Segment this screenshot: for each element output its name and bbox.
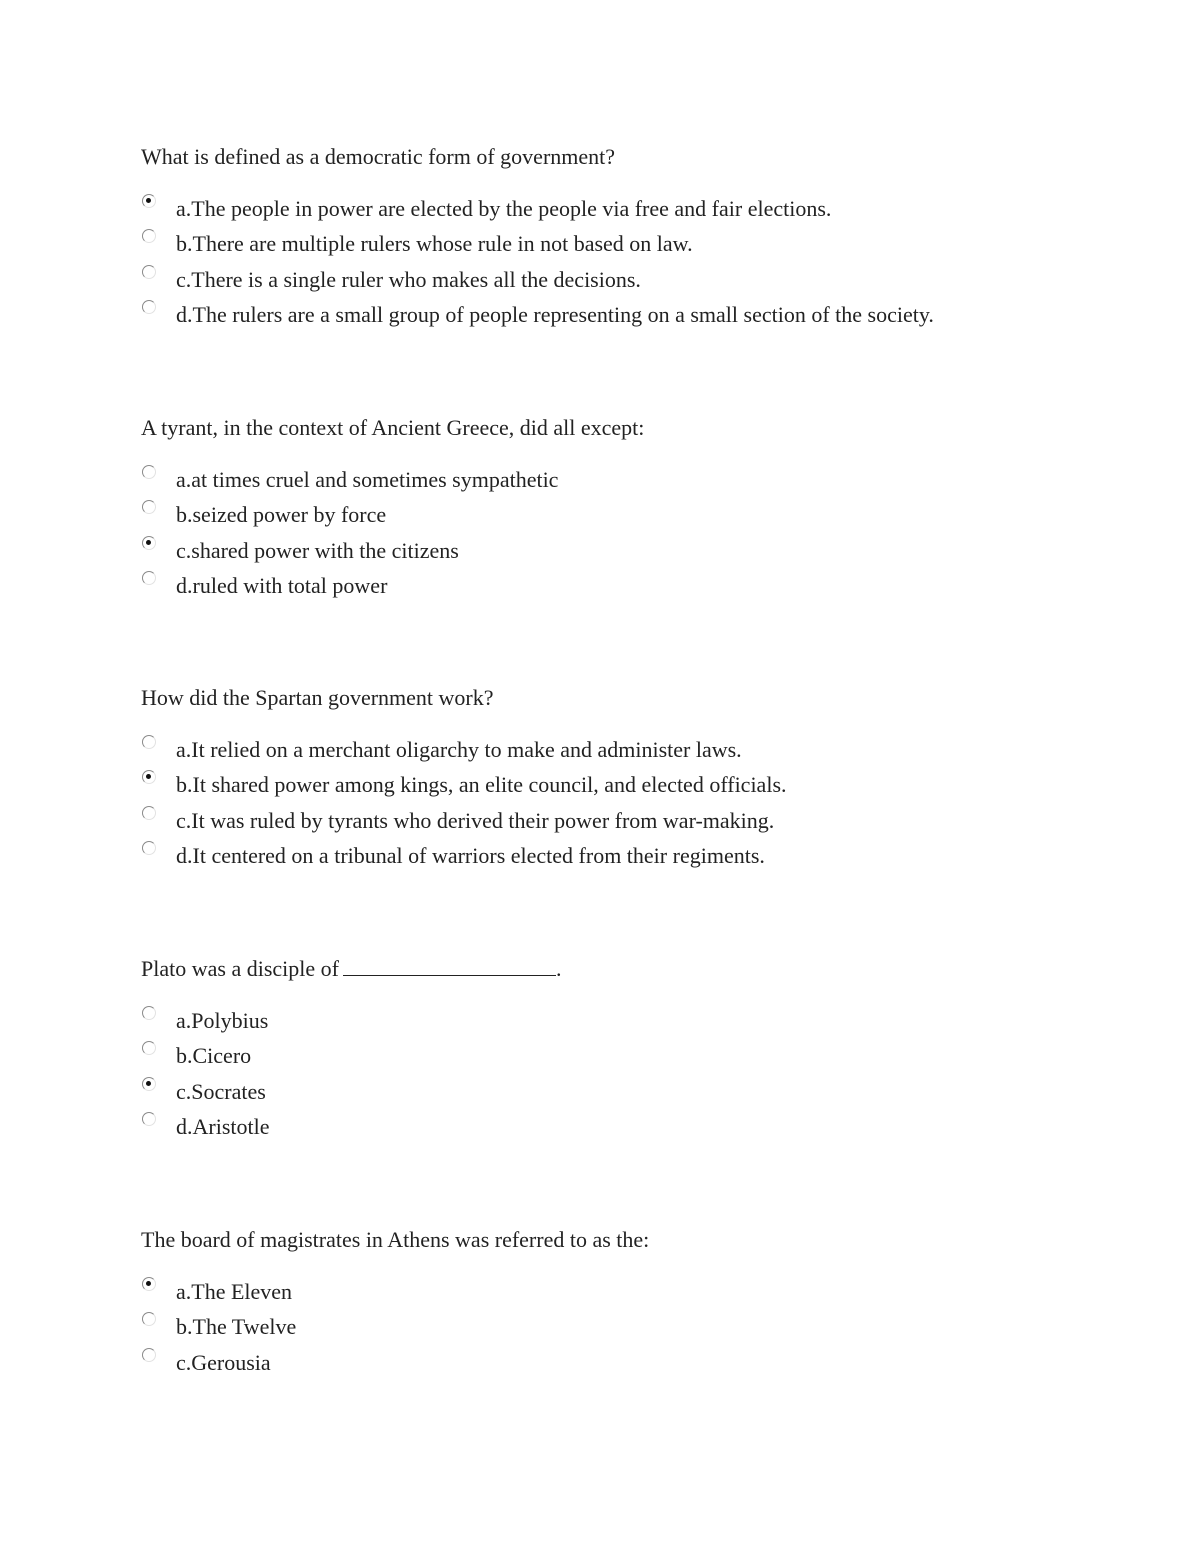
answer-option-a[interactable] bbox=[141, 1277, 1141, 1312]
radio-button[interactable] bbox=[142, 300, 156, 314]
question-stem: Plato was a disciple of bbox=[141, 956, 339, 981]
radio-button[interactable] bbox=[142, 1041, 156, 1055]
answer-option-c[interactable] bbox=[141, 265, 1141, 300]
answer-label: d.It centered on a tribunal of warriors elected from their regiments. bbox=[176, 842, 765, 868]
answer-label: d.The rulers are a small group of people representing on a small section of the society. bbox=[176, 301, 934, 327]
answer-option-b[interactable] bbox=[141, 229, 1141, 264]
answer-label: a.at times cruel and sometimes sympathetic bbox=[176, 467, 559, 492]
answer-option-c[interactable] bbox=[141, 806, 1141, 841]
answer-label: c.Socrates bbox=[176, 1078, 266, 1104]
radio-button[interactable] bbox=[142, 735, 156, 749]
answer-option-a[interactable] bbox=[141, 735, 1141, 770]
answer-label: a.The Eleven bbox=[176, 1279, 293, 1304]
question-text: The board of magistrates in Athens was referred to as the: bbox=[141, 1227, 650, 1252]
answer-option-b[interactable] bbox=[141, 1312, 1141, 1347]
question-end-punctuation: . bbox=[555, 956, 562, 981]
question-3 bbox=[141, 683, 1141, 876]
answer-label: c.There is a single ruler who makes all the decisions. bbox=[176, 266, 641, 292]
radio-button[interactable] bbox=[142, 500, 156, 514]
answer-label: a.Polybius bbox=[176, 1008, 269, 1033]
answer-label: b.seized power by force bbox=[176, 502, 387, 528]
radio-button[interactable] bbox=[142, 465, 156, 479]
radio-button[interactable] bbox=[142, 536, 156, 550]
answer-option-d[interactable] bbox=[141, 841, 1141, 876]
answer-option-c[interactable] bbox=[141, 1348, 1141, 1383]
answer-options bbox=[141, 1006, 1141, 1147]
radio-button[interactable] bbox=[142, 841, 156, 855]
radio-button[interactable] bbox=[142, 770, 156, 784]
answer-option-b[interactable] bbox=[141, 1041, 1141, 1076]
answer-option-b[interactable] bbox=[141, 500, 1141, 535]
answer-label: b.It shared power among kings, an elite council, and elected officials. bbox=[176, 772, 787, 798]
answer-label: c.It was ruled by tyrants who derived their power from war-making. bbox=[176, 807, 775, 833]
radio-button[interactable] bbox=[142, 806, 156, 820]
answer-option-a[interactable] bbox=[141, 194, 1141, 229]
answer-option-b[interactable] bbox=[141, 770, 1141, 805]
answer-label: a.It relied on a merchant oligarchy to make and administer laws. bbox=[176, 737, 742, 762]
answer-label: a.The people in power are elected by the people via free and fair elections. bbox=[176, 196, 832, 221]
fill-in-blank bbox=[343, 955, 556, 976]
answer-options bbox=[141, 465, 1141, 606]
radio-button[interactable] bbox=[142, 1277, 156, 1291]
question-5 bbox=[141, 1225, 1141, 1383]
answer-option-d[interactable] bbox=[141, 1112, 1141, 1147]
question-1 bbox=[141, 142, 1141, 335]
answer-option-a[interactable] bbox=[141, 465, 1141, 500]
answer-option-d[interactable] bbox=[141, 300, 1141, 335]
question-text: What is defined as a democratic form of government? bbox=[141, 144, 616, 169]
radio-button[interactable] bbox=[142, 194, 156, 208]
radio-button[interactable] bbox=[142, 571, 156, 585]
question-text bbox=[141, 954, 1141, 984]
radio-button[interactable] bbox=[142, 229, 156, 243]
answer-option-c[interactable] bbox=[141, 1077, 1141, 1112]
answer-label: d.ruled with total power bbox=[176, 572, 388, 598]
answer-label: c.Gerousia bbox=[176, 1349, 271, 1375]
answer-label: b.The Twelve bbox=[176, 1314, 297, 1340]
answer-label: b.Cicero bbox=[176, 1043, 252, 1069]
radio-button[interactable] bbox=[142, 1112, 156, 1126]
answer-label: b.There are multiple rulers whose rule in not based on law. bbox=[176, 231, 693, 257]
radio-button[interactable] bbox=[142, 1348, 156, 1362]
answer-options bbox=[141, 1277, 1141, 1383]
question-4 bbox=[141, 954, 1141, 1147]
answer-options bbox=[141, 735, 1141, 876]
radio-button[interactable] bbox=[142, 1312, 156, 1326]
radio-button[interactable] bbox=[142, 265, 156, 279]
answer-option-c[interactable] bbox=[141, 536, 1141, 571]
answer-label: d.Aristotle bbox=[176, 1113, 270, 1139]
radio-button[interactable] bbox=[142, 1077, 156, 1091]
answer-option-a[interactable] bbox=[141, 1006, 1141, 1041]
question-text: How did the Spartan government work? bbox=[141, 685, 494, 710]
answer-options bbox=[141, 194, 1141, 335]
radio-button[interactable] bbox=[142, 1006, 156, 1020]
answer-option-d[interactable] bbox=[141, 571, 1141, 606]
question-2 bbox=[141, 413, 1141, 606]
answer-label: c.shared power with the citizens bbox=[176, 537, 459, 563]
question-text: A tyrant, in the context of Ancient Greece, did all except: bbox=[141, 415, 645, 440]
